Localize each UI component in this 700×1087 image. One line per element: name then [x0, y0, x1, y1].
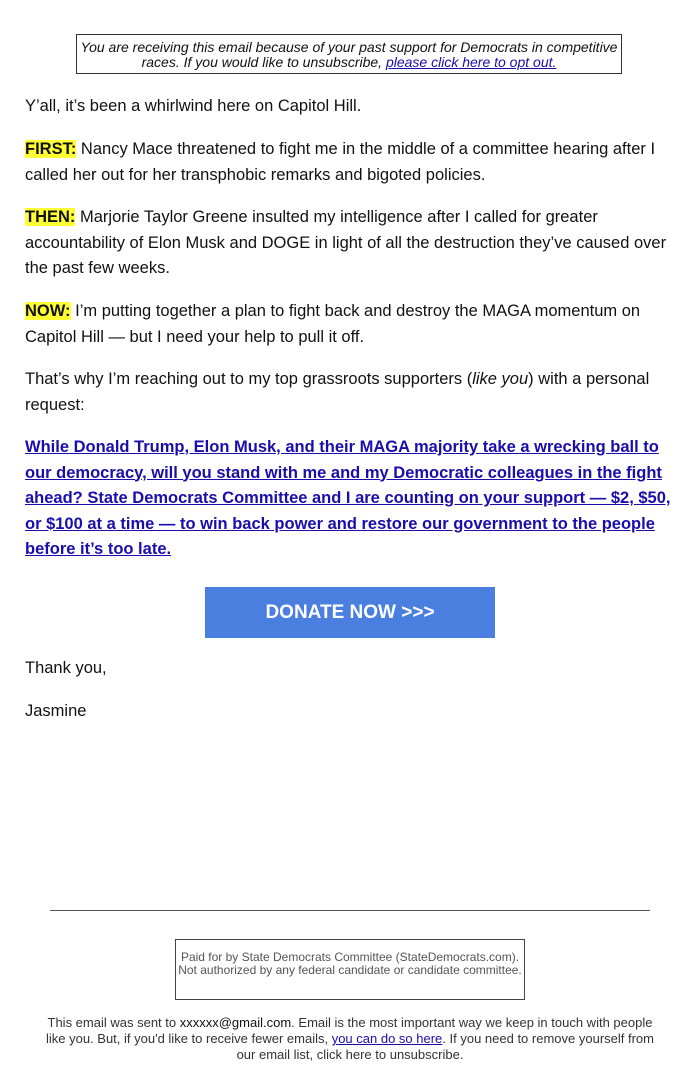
footer-text — [40, 1015, 660, 1063]
footer-middle: . Email is the most important way we keep in touch with people like you. But, if you'd like to receive fewer emails, — [45, 1015, 653, 1046]
now-label: NOW: — [25, 302, 71, 320]
first-label: FIRST: — [25, 140, 77, 158]
appeal-link[interactable]: While Donald Trump, Elon Musk, and their MAGA majority take a wrecking ball to our democracy, will you stand with me and my Democratic colleagues in the fight ahead? State Democrats Committee and I are counting on your support — $2, $50, or $100 at a time — to win back power and restore our government to the people before it’s too late. — [25, 438, 671, 558]
unsubscribe-notice — [76, 34, 622, 74]
first-paragraph — [25, 137, 680, 188]
now-paragraph — [25, 299, 680, 350]
notice-text: You are receiving this email because of your past support for Democrats in competitive races. If you would like to unsubscribe, — [80, 39, 618, 70]
footer-email: xxxxxx@gmail.com — [179, 1015, 292, 1030]
then-text: Marjorie Taylor Greene insulted my intelligence after I called for greater accountability of Elon Musk and DOGE in light of all the destruction they’ve caused over the past few weeks. — [25, 208, 667, 277]
footer-sent-to: This email was sent to — [47, 1015, 180, 1030]
intro-paragraph: Y’all, it’s been a whirlwind here on Capitol Hill. — [25, 97, 362, 115]
first-text: Nancy Mace threatened to fight me in the middle of a committee hearing after I called her out for her transphobic remarks and bigoted policies. — [25, 140, 656, 184]
then-label: THEN: — [25, 208, 76, 226]
why-after: ) with a personal request: — [25, 370, 650, 414]
then-paragraph — [25, 205, 680, 282]
why-italic: like you — [472, 370, 529, 388]
signature: Jasmine — [25, 702, 87, 720]
why-before: That’s why I’m reaching out to my top grassroots supporters ( — [25, 370, 473, 388]
donate-now-button[interactable]: DONATE NOW >>> — [205, 587, 495, 638]
footer-divider — [50, 910, 650, 911]
now-text: I’m putting together a plan to fight back and destroy the MAGA momentum on Capitol Hill — but I need your help to pull it off. — [25, 302, 641, 346]
why-paragraph — [25, 367, 680, 418]
opt-out-link[interactable]: please click here to opt out. — [385, 54, 557, 70]
fewer-emails-link[interactable]: you can do so here — [331, 1031, 443, 1046]
footer-end: . If you need to remove yourself from our email list, click here to unsubscribe. — [236, 1031, 654, 1062]
thanks-text: Thank you, — [25, 659, 107, 677]
paid-for-disclaimer: Paid for by State Democrats Committee (StateDemocrats.com). Not authorized by any federal candidate or candidate committee. — [175, 939, 525, 1000]
appeal-paragraph — [25, 435, 680, 563]
